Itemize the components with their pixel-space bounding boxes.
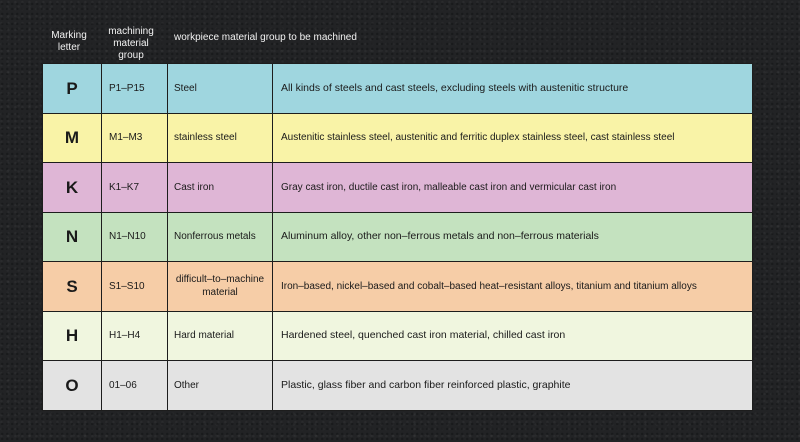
- table-row: [43, 163, 753, 213]
- header-mmg-line2: material: [113, 38, 149, 49]
- description-cell: Aluminum alloy, other non–ferrous metals and non–ferrous materials: [273, 212, 753, 262]
- table-row: [43, 113, 753, 163]
- group-code-cell: P1–P15: [102, 64, 168, 114]
- table-row: [43, 361, 753, 411]
- material-group-cell: Cast iron: [168, 163, 273, 213]
- table-row: [43, 311, 753, 361]
- marking-letter-cell: K: [43, 163, 102, 213]
- header-machining-material-group: [100, 26, 162, 62]
- header-marking-letter-line2: letter: [57, 42, 81, 53]
- header-mmg-line1: machining: [108, 26, 154, 37]
- description-cell: Gray cast iron, ductile cast iron, malleable cast iron and vermicular cast iron: [273, 163, 753, 213]
- description-cell: Hardened steel, quenched cast iron material, chilled cast iron: [273, 311, 753, 361]
- group-code-cell: H1–H4: [102, 311, 168, 361]
- group-code-cell: 01–06: [102, 361, 168, 411]
- header-marking-letter: [44, 30, 94, 54]
- marking-letter-cell: P: [43, 64, 102, 114]
- description-cell: Iron–based, nickel–based and cobalt–based heat–resistant alloys, titanium and titanium alloys: [273, 262, 753, 312]
- marking-letter-cell: N: [43, 212, 102, 262]
- group-code-cell: S1–S10: [102, 262, 168, 312]
- table-row: [43, 262, 753, 312]
- header-workpiece-material-group: workpiece material group to be machined: [174, 32, 357, 43]
- marking-letter-cell: H: [43, 311, 102, 361]
- material-group-cell: Nonferrous metals: [168, 212, 273, 262]
- material-group-cell: stainless steel: [168, 113, 273, 163]
- description-cell: Plastic, glass fiber and carbon fiber reinforced plastic, graphite: [273, 361, 753, 411]
- marking-letter-cell: O: [43, 361, 102, 411]
- marking-letter-cell: S: [43, 262, 102, 312]
- group-code-cell: M1–M3: [102, 113, 168, 163]
- material-group-cell: Other: [168, 361, 273, 411]
- material-group-cell: Hard material: [168, 311, 273, 361]
- description-cell: Austenitic stainless steel, austenitic and ferritic duplex stainless steel, cast stainless steel: [273, 113, 753, 163]
- group-code-cell: K1–K7: [102, 163, 168, 213]
- table-row: [43, 212, 753, 262]
- table-row: [43, 64, 753, 114]
- description-cell: All kinds of steels and cast steels, excluding steels with austenitic structure: [273, 64, 753, 114]
- header-mmg-line3: group: [118, 50, 144, 61]
- header-marking-letter-line1: Marking: [51, 30, 87, 41]
- material-group-cell: difficult–to–machine material: [168, 262, 273, 312]
- material-group-cell: Steel: [168, 64, 273, 114]
- group-code-cell: N1–N10: [102, 212, 168, 262]
- marking-letter-cell: M: [43, 113, 102, 163]
- material-group-table: [42, 63, 753, 411]
